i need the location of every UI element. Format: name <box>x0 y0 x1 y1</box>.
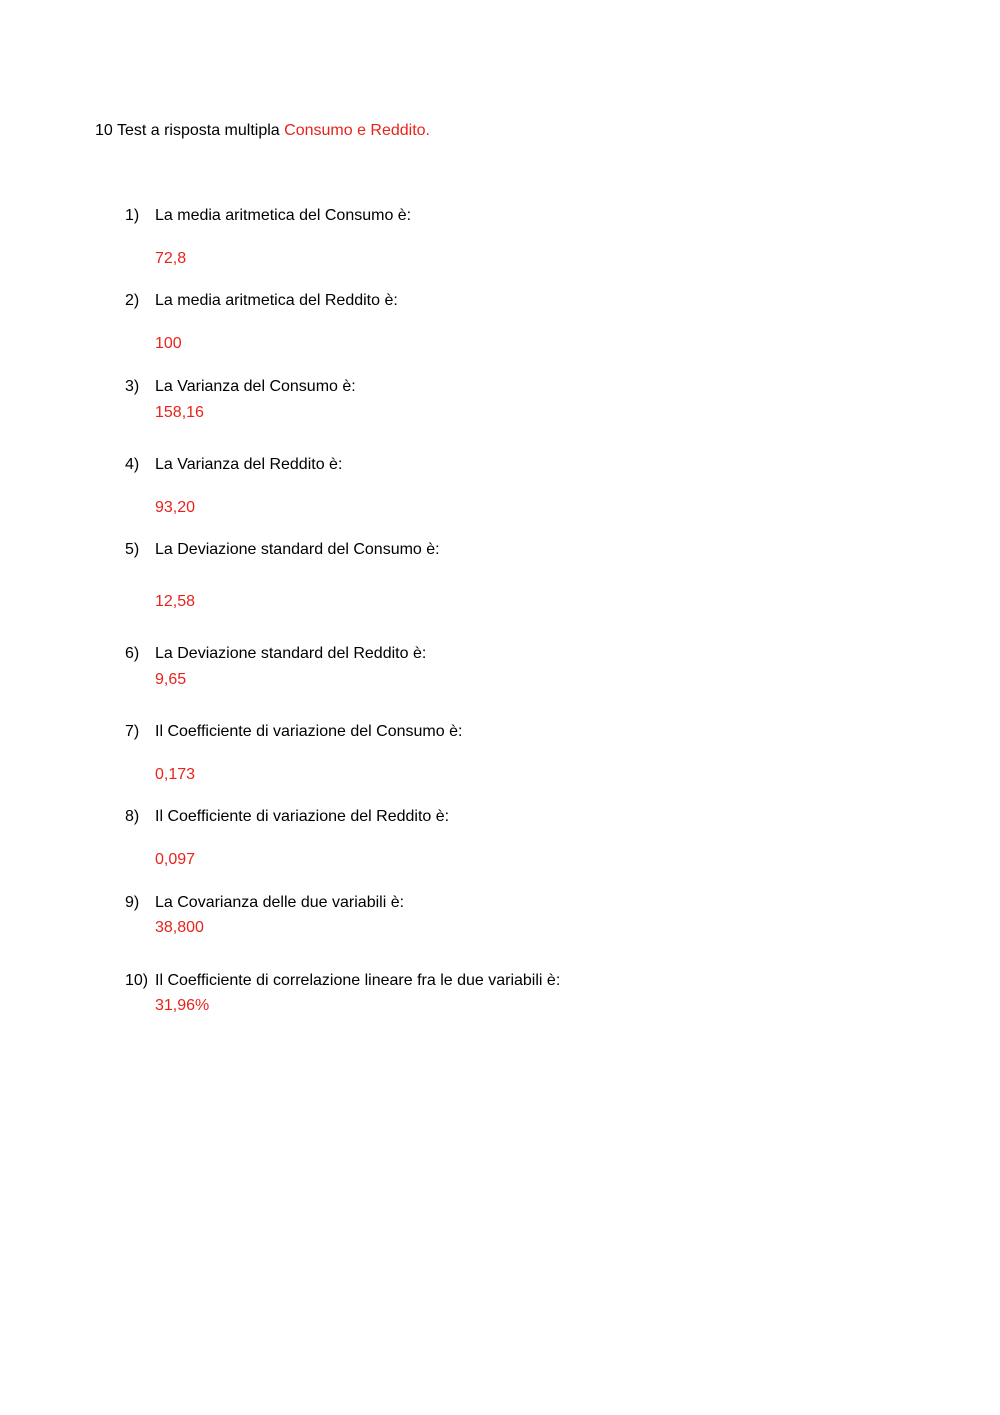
answer-7: 0,173 <box>155 766 196 783</box>
answer-4: 93,20 <box>155 499 196 516</box>
answer-8: 0,097 <box>155 851 196 868</box>
question-2 <box>125 290 398 312</box>
answer-5: 12,58 <box>155 593 196 610</box>
question-number: 8) <box>125 808 140 825</box>
question-number: 10) <box>125 972 149 989</box>
question-text: La Deviazione standard del Reddito è: <box>155 645 427 662</box>
title-prefix: 10 Test a risposta multipla <box>95 122 280 139</box>
question-number: 7) <box>125 723 140 740</box>
question-number: 4) <box>125 456 140 473</box>
question-text: La Covarianza delle due variabili è: <box>155 894 405 911</box>
answer-3: 158,16 <box>155 404 204 421</box>
question-3 <box>125 376 356 398</box>
page-title <box>95 120 430 142</box>
answer-9: 38,800 <box>155 919 204 936</box>
question-10 <box>125 970 560 992</box>
question-text: La Deviazione standard del Consumo è: <box>155 541 440 558</box>
question-4 <box>125 454 342 476</box>
question-number: 1) <box>125 207 140 224</box>
question-number: 3) <box>125 378 140 395</box>
question-5 <box>125 539 440 561</box>
question-number: 9) <box>125 894 140 911</box>
title-highlight: Consumo e Reddito. <box>284 122 430 139</box>
answer-10: 31,96% <box>155 997 210 1014</box>
question-7 <box>125 721 462 743</box>
question-9 <box>125 892 404 914</box>
question-text: Il Coefficiente di variazione del Consumo è: <box>155 723 463 740</box>
question-8 <box>125 806 449 828</box>
question-1 <box>125 205 411 227</box>
answer-6: 9,65 <box>155 671 187 688</box>
question-text: La media aritmetica del Consumo è: <box>155 207 412 224</box>
question-text: Il Coefficiente di variazione del Reddito è: <box>155 808 450 825</box>
question-text: Il Coefficiente di correlazione lineare fra le due variabili è: <box>155 972 561 989</box>
question-number: 2) <box>125 292 140 309</box>
question-text: La Varianza del Reddito è: <box>155 456 343 473</box>
question-number: 5) <box>125 541 140 558</box>
answer-2: 100 <box>155 335 182 352</box>
answer-1: 72,8 <box>155 250 187 267</box>
question-number: 6) <box>125 645 140 662</box>
question-text: La media aritmetica del Reddito è: <box>155 292 398 309</box>
question-6 <box>125 643 426 665</box>
question-text: La Varianza del Consumo è: <box>155 378 356 395</box>
